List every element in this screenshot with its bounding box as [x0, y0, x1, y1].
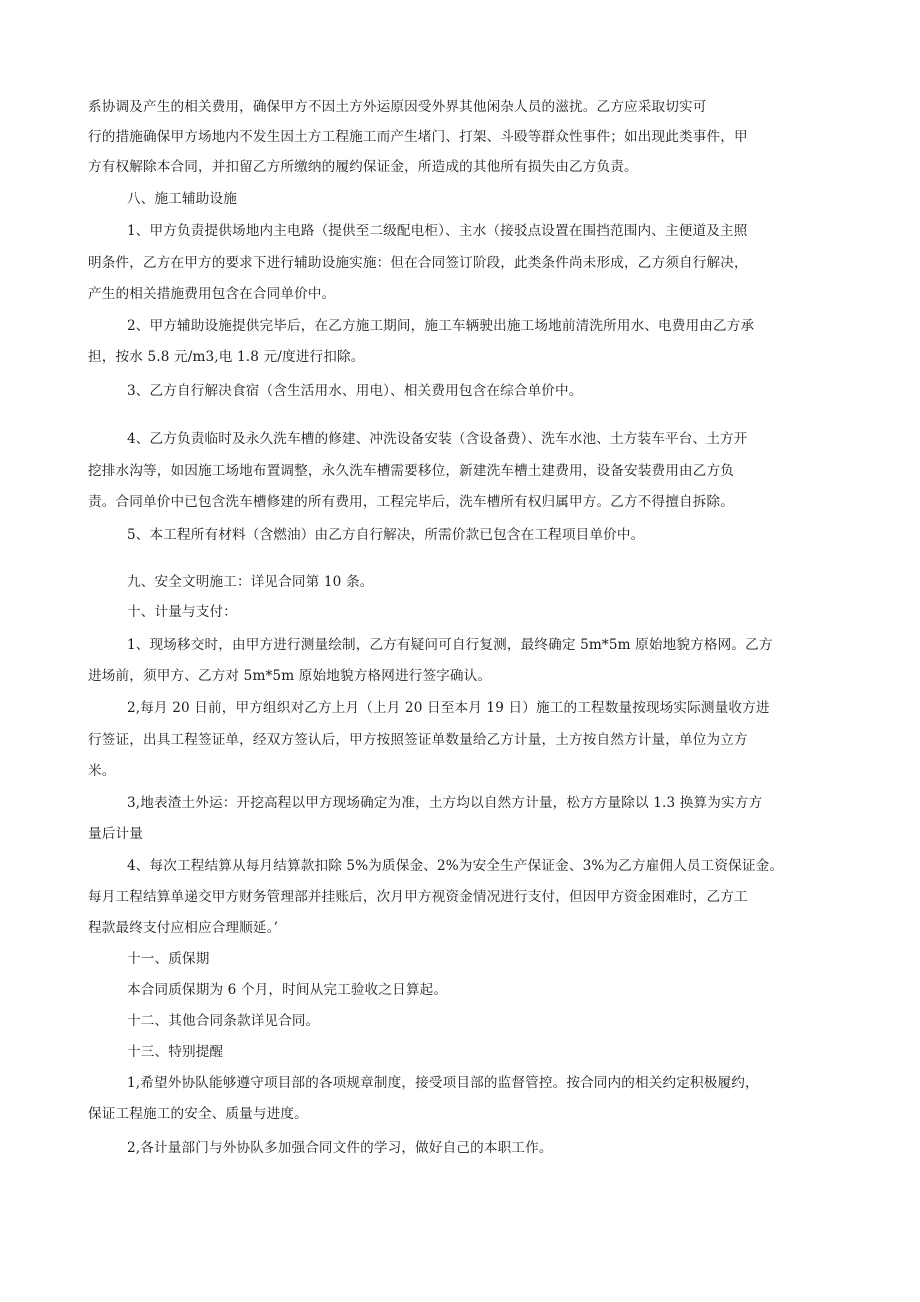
text-line: 4、每次工程结算从每月结算款扣除 5%为质保金、2%为安全生产保证金、3%为乙方雇佣人员工资保证金。: [127, 858, 784, 874]
text-line: 明条件，乙方在甲方的要求下进行辅助设施实施：但在合同签订阶段，此类条件尚未形成，乙方须自行解决，: [88, 255, 748, 271]
section-heading: 十、计量与支付：: [127, 604, 237, 620]
text-line: 3、乙方自行解决食宿（含生活用水、用电）、相关费用包含在综合单价中。: [127, 383, 583, 399]
text-line: 行的措施确保甲方场地内不发生因土方工程施工而产生堵门、打架、斗殴等群众性事件；如出现此类事件，甲: [88, 129, 748, 145]
text-line: 5、本工程所有材料（含燃油）由乙方自行解决，所需价款已包含在工程项目单价中。: [127, 527, 645, 543]
text-line: 方有权解除本合同，并扣留乙方所缴纳的履约保证金，所造成的其他所有损失由乙方负责。: [88, 159, 638, 175]
section-heading: 十二、其他合同条款详见合同。: [127, 1013, 320, 1029]
text-line: 程款最终支付应相应合理顺延。’: [88, 920, 279, 936]
text-line: 系协调及产生的相关费用，确保甲方不因土方外运原因受外界其他闲杂人员的滋扰。乙方应采取切实可: [88, 99, 707, 115]
text-line: 保证工程施工的安全、质量与进度。: [88, 1106, 308, 1122]
text-line: 4、乙方负责临时及永久洗车槽的修建、冲洗设备安装（含设备费）、洗车水池、土方装车平台、土方开: [127, 431, 748, 447]
text-line: 3,地表渣土外运：开挖高程以甲方现场确定为准，土方均以自然方计量，松方方量除以 1.3 换算为实方方: [127, 795, 763, 811]
text-line: 2、甲方辅助设施提供完毕后，在乙方施工期间，施工车辆驶出施工场地前清洗所用水、电费用由乙方承: [127, 318, 755, 334]
section-heading: 八、施工辅助设施: [127, 191, 237, 207]
text-line: 量后计量: [88, 826, 143, 842]
text-line: 挖排水沟等，如因施工场地布置调整，永久洗车槽需要移位，新建洗车槽土建费用，设备安装费用由乙方负: [88, 463, 734, 479]
text-line: 米。: [88, 763, 116, 779]
section-heading: 九、安全文明施工：详见合同第 10 条。: [127, 574, 374, 590]
text-line: 2,各计量部门与外协队多加强合同文件的学习，做好自己的本职工作。: [127, 1140, 553, 1156]
text-line: 本合同质保期为 6 个月，时间从完工验收之日算起。: [127, 982, 448, 998]
text-line: 担，按水 5.8 元/m3,电 1.8 元/度进行扣除。: [88, 349, 365, 365]
text-line: 1、现场移交时，由甲方进行测量绘制，乙方有疑问可自行复测，最终确定 5m*5m 原始地貌方格网。乙方: [127, 637, 773, 653]
text-line: 责。合同单价中已包含洗车槽修建的所有费用，工程完毕后，洗车槽所有权归属甲方。乙方不得擅自拆除。: [88, 494, 734, 510]
section-heading: 十三、特别提醒: [127, 1044, 224, 1060]
text-line: 1、甲方负责提供场地内主电路（提供至二级配电柜）、主水（接驳点设置在围挡范围内、主便道及主照: [127, 223, 748, 239]
text-line: 行签证，出具工程签证单，经双方签认后，甲方按照签证单数量给乙方计量，土方按自然方计量，单位为立方: [88, 732, 748, 748]
text-line: 2,每月 20 日前，甲方组织对乙方上月（上月 20 日至本月 19 日）施工的工程数量按现场实际测量收方进: [127, 700, 770, 716]
text-line: 进场前，须甲方、乙方对 5m*5m 原始地貌方格网进行签字确认。: [88, 668, 492, 684]
text-line: 产生的相关措施费用包含在合同单价中。: [88, 286, 336, 302]
section-heading: 十一、质保期: [127, 951, 210, 967]
text-line: 每月工程结算单递交甲方财务管理部并挂账后，次月甲方视资金情况进行支付，但因甲方资金困难时，乙方工: [88, 889, 748, 905]
text-line: 1,希望外协队能够遵守项目部的各项规章制度，接受项目部的监督管控。按合同内的相关约定积极履约，: [127, 1075, 759, 1091]
